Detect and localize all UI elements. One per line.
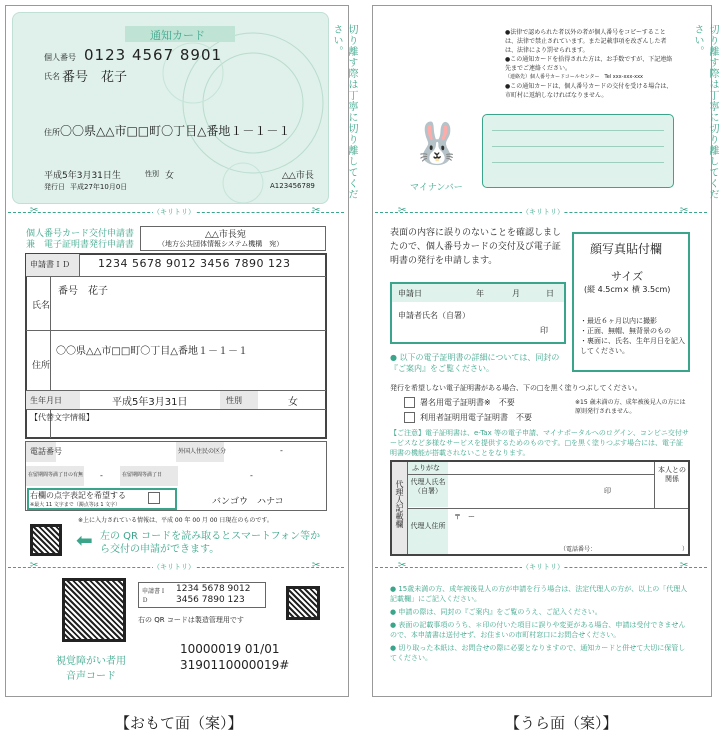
id-value: 1234 5678 9012 3456 7890 123	[98, 257, 291, 270]
divider	[654, 462, 655, 508]
birth-value: 平成5年3月31日	[112, 397, 188, 408]
divider	[26, 409, 326, 410]
photo-rules	[580, 316, 686, 356]
cert2-label: 利用者証明用電子証明書 不要	[420, 413, 532, 422]
manufacturing-qr-code	[286, 586, 320, 620]
scissors-icon: ✂	[398, 560, 407, 571]
bottom-code-1: 10000019 01/01	[180, 642, 280, 656]
back-caption: 【うら面（案）】	[505, 714, 618, 732]
braille-sub: ※最大 11 文字まで（濁点等は 1 文字）	[30, 502, 121, 508]
residence-date-label: 在留期間等満了日	[122, 472, 163, 478]
form-title-1: 個人番号カード交付申請書	[26, 229, 135, 239]
front-cut-note: 切り離す際は丁寧に切り離してください。	[331, 24, 357, 200]
phone-label-back: （電話番号：	[560, 546, 597, 553]
cert1-label: 署名用電子証明書※ 不要	[420, 398, 515, 407]
braille-checkbox[interactable]	[148, 492, 160, 504]
name-label: 氏名	[32, 301, 51, 311]
card-address-label: 住所	[44, 128, 60, 137]
birth-label: 生年月日	[30, 396, 62, 405]
caution-text: 【ご注意】電子証明書は、e-Tax 等の電子申請、マイナポータルへのログイン、コンビニ交付サービスなど多様なサービスを提供するためのものです。□を黒く塗りつぶす場合には、電子証明書の機能が搭載されないことをなります。	[390, 429, 689, 457]
card-issue-label: 発行日	[44, 183, 65, 191]
back-note-3: （連絡先）個人番号カードコールセンター Tel xxx-xxx-xxx	[505, 74, 644, 80]
card-number: 0123 4567 8901	[84, 46, 223, 64]
rep-section-label: 代理人記載欄	[395, 480, 404, 528]
signer-label: 申請者氏名（自署）	[398, 311, 470, 320]
mobile-qr-code[interactable]	[30, 524, 62, 556]
card-birth: 平成5年3月31日生	[44, 171, 121, 181]
scissors-icon: ✂	[680, 205, 689, 216]
residence-date-dash: -	[250, 471, 253, 480]
back-note-1: ●法律で認められた者以外の者が個人番号をコピーすることは、法律で禁止されています。また記載事項を改ざんした者は、法律により罰せられます。	[505, 29, 667, 54]
front-cut-label-1: （キリトリ）	[153, 208, 195, 216]
mascot-label: マイナンバー	[410, 183, 463, 193]
bottom-note-4: ● 切り取った本紙は、お問合せの際に必要となりますので、通知カードと併せて大切に保管してください。	[390, 644, 686, 662]
bottom-qr-note: 右の QR コードは製造管理用です	[138, 616, 244, 624]
addressee: △△市長宛	[205, 230, 246, 240]
window-line	[492, 130, 664, 131]
scissors-icon: ✂	[30, 560, 39, 571]
residence-period-dash: -	[100, 471, 103, 480]
back-note-2: ●この通知カードを拾得された方は、お手数ですが、下記連絡先までご連絡ください。	[505, 56, 673, 72]
addressee-sub: （地方公共団体情報システム機構 宛）	[158, 240, 284, 248]
qr-instruction: 左の QR コードを読み取るとスマートフォン等から交付の申請ができます。	[100, 531, 321, 555]
card-address: 〇〇県△△市□□町〇丁目△番地１－１－１	[60, 124, 291, 138]
scissors-icon: ✂	[680, 560, 689, 571]
photo-rule-3: ・裏面に、氏名、生年月日を記入してください。	[580, 337, 685, 355]
card-issue-date: 平成27年10月0日	[70, 183, 128, 191]
date-label: 申請日	[398, 289, 422, 298]
month-label: 月	[512, 289, 520, 298]
phone-label: 電話番号	[30, 447, 62, 456]
braille-value: バンゴウ ハナコ	[212, 497, 284, 507]
residence-period-label: 在留期間等満了日の有無	[28, 472, 84, 478]
arrow-left-icon: ⬅	[76, 528, 93, 552]
audio-code-image	[62, 578, 126, 642]
foreigner-label: 外国人住民の区分	[178, 448, 227, 455]
card-gender-label: 性別	[145, 170, 159, 178]
rep-addr-cell	[408, 509, 448, 554]
year-label: 年	[476, 289, 484, 298]
cert2-checkbox[interactable]	[404, 412, 415, 423]
back-intro: 表面の内容に誤りのないことを確認しましたので、個人番号カードの交付及び電子証明書の発行を申請します。	[390, 228, 562, 266]
audio-label-2: 音声コード	[66, 671, 116, 682]
window-line	[492, 146, 664, 147]
cert-question: 発行を希望しない電子証明書がある場合、下の□を黒く塗りつぶしてください。	[390, 384, 642, 392]
divider	[408, 508, 688, 509]
back-cut-label-1: （キリトリ）	[522, 208, 564, 216]
bottom-note-1: ● 15歳未満の方、成年被後見人の方が申請を行う場合は、法定代理人の方が、以上の「代理人記載欄」にご記入ください。	[390, 585, 688, 603]
postal-label: 〒 ー	[454, 513, 475, 521]
divider	[26, 276, 326, 277]
card-number-label: 個人番号	[44, 53, 76, 62]
rep-addr-label: 代理人住所	[410, 522, 446, 530]
card-issuer: △△市長	[282, 171, 314, 181]
front-caption: 【おもて面（案）】	[115, 714, 243, 732]
cert-footnote: ※15 歳未満の方、成年被後見人の方には原則発行されません。	[575, 399, 686, 415]
bottom-id-label: 申請書ＩＤ	[142, 588, 167, 604]
mascot-icon: 🐰	[412, 121, 462, 167]
day-label: 日	[546, 289, 554, 298]
card-title: 通知カード	[150, 29, 205, 42]
rep-seal: 印	[604, 487, 611, 495]
info-note: ※上に入力されている情報は、平成 00 年 00 月 00 日現在のものです。	[78, 517, 273, 524]
scissors-icon: ✂	[30, 205, 39, 216]
cert-note: ● 以下の電子証明書の詳細については、同封の『ご案内』をご覧ください。	[390, 353, 560, 373]
gender-value: 女	[288, 397, 298, 408]
address-window	[482, 114, 674, 188]
address-label: 住所	[32, 361, 51, 371]
back-cut-note: 切り離す際は丁寧に切り離してください。	[692, 24, 718, 200]
card-serial: A123456789	[270, 182, 315, 190]
back-cut-label-2: （キリトリ）	[522, 563, 564, 571]
size-label: サイズ	[611, 270, 644, 283]
furigana-label: ふりがな	[412, 464, 440, 472]
bottom-notes	[390, 584, 690, 663]
id-label: 申請書ＩＤ	[30, 260, 70, 269]
audio-label-1: 視覚障がい者用	[56, 656, 126, 667]
bottom-note-2: ● 申請の際は、同封の『ご案内』をご覧のうえ、ご記入ください。	[390, 608, 602, 616]
form-title-2: 兼 電子証明書発行申請書	[26, 240, 135, 250]
photo-rule-1: ・最近６ヶ月以内に撮影	[580, 317, 657, 325]
card-name: 番号 花子	[62, 70, 128, 85]
braille-label: 右欄の点字表記を希望する	[30, 491, 126, 500]
window-line	[492, 162, 664, 163]
phone-paren: ）	[682, 546, 689, 553]
relation-label: 本人との関係	[658, 466, 686, 483]
foreigner-dash: -	[280, 446, 283, 455]
scissors-icon: ✂	[398, 205, 407, 216]
divider	[26, 330, 326, 331]
card-name-label: 氏名	[44, 72, 60, 81]
photo-title: 顔写真貼付欄	[590, 242, 663, 256]
bottom-id-line2: 3456 7890 123	[176, 595, 245, 605]
front-cut-label-2: （キリトリ）	[153, 563, 195, 571]
rep-name-label: 代理人氏名（自署）	[410, 478, 446, 495]
address-value: 〇〇県△△市□□町〇丁目△番地１－１－１	[56, 346, 248, 357]
scissors-icon: ✂	[312, 205, 321, 216]
alt-char-label: 【代替文字情報】	[30, 413, 94, 422]
photo-rule-2: ・正面、無帽、無背景のもの	[580, 327, 671, 335]
seal-label: 印	[540, 326, 548, 335]
gender-label: 性別	[226, 396, 242, 405]
size-value: (縦 4.5cm× 横 3.5cm)	[584, 285, 671, 294]
card-gender: 女	[165, 171, 175, 181]
name-value: 番号 花子	[58, 286, 108, 297]
scissors-icon: ✂	[312, 560, 321, 571]
back-notes	[505, 28, 677, 100]
bottom-code-2: 3190110000019#	[180, 658, 290, 672]
bottom-id-line1: 1234 5678 9012	[176, 584, 251, 594]
cert1-checkbox[interactable]	[404, 397, 415, 408]
back-note-4: ●この通知カードは、個人番号カードの交付を受ける場合は、市町村に返納しなければなりません。	[505, 83, 673, 99]
bottom-note-3: ● 表面の記載事項のうち、＊印の付いた項目に誤りや変更がある場合、申請は受付できませんので、本申請書は送付せず、お住まいの市町村窓口にお問合せください。	[390, 621, 686, 639]
